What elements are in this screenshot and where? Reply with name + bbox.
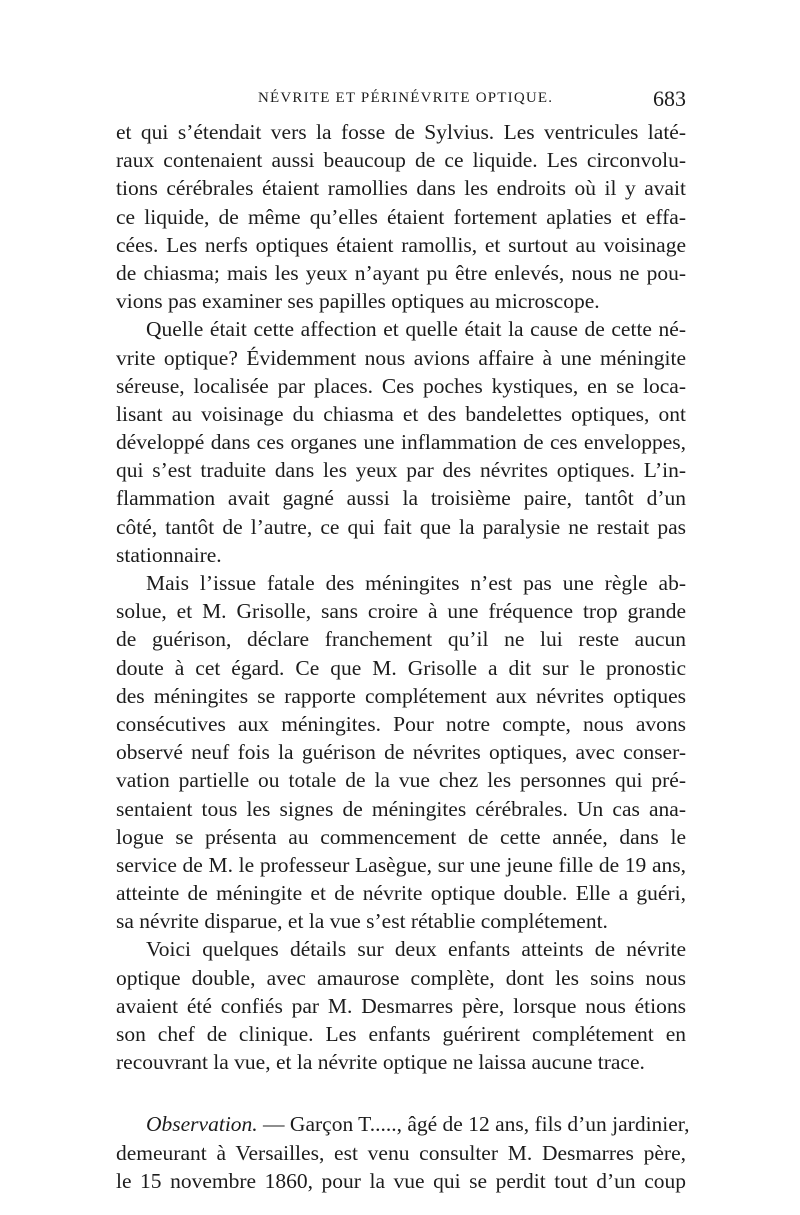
text-line: consécutives aux méningites. Pour notre compte, nous avons — [116, 711, 686, 736]
text-line: tions cérébrales étaient ramollies dans les endroits où il y avait — [116, 176, 686, 201]
text-line: service de M. le professeur Lasègue, sur une jeune fille de 19 ans, — [116, 852, 686, 877]
text-line: sentaient tous les signes de méningites cérébrales. Un cas ana- — [116, 796, 686, 821]
paragraph-4 — [116, 935, 686, 1076]
text-line: de chiasma; mais les yeux n’ayant pu être enlevés, nous ne pou- — [116, 260, 686, 285]
text-line: vions pas examiner ses papilles optiques au microscope. — [116, 289, 600, 314]
text-line: Voici quelques détails sur deux enfants atteints de névrite — [146, 937, 686, 962]
text-line: logue se présenta au commencement de cette année, dans le — [116, 824, 686, 849]
section-gap — [116, 1076, 686, 1110]
text-line — [116, 1110, 690, 1138]
text-line: lisant au voisinage du chiasma et des bandelettes optiques, ont — [116, 401, 686, 426]
text-line: doute à cet égard. Ce que M. Grisolle a dit sur le pronostic — [116, 655, 686, 680]
body-text — [116, 118, 690, 1195]
text-line: observé neuf fois la guérison de névrites optiques, avec conser- — [116, 740, 686, 765]
text-line: raux contenaient aussi beaucoup de ce liquide. Les circonvolu- — [116, 148, 686, 173]
text-line: ce liquide, de même qu’elles étaient fortement aplaties et effa- — [116, 204, 686, 229]
text-line: de guérison, déclare franchement qu’il ne lui reste aucun — [116, 627, 686, 652]
text-line: avaient été confiés par M. Desmarres père, lorsque nous étions — [116, 993, 686, 1018]
running-title: NÉVRITE ET PÉRINÉVRITE OPTIQUE. — [258, 90, 554, 106]
text-line: et qui s’étendait vers la fosse de Sylvius. Les ventricules laté- — [116, 120, 686, 144]
text-line: Quelle était cette affection et quelle était la cause de cette né- — [146, 317, 686, 342]
text-line: Mais l’issue fatale des méningites n’est pas une règle ab- — [146, 571, 686, 595]
text-line: cées. Les nerfs optiques étaient ramollis, et surtout au voisinage — [116, 232, 686, 257]
text-line: optique double, avec amaurose complète, dont les soins nous — [116, 965, 686, 990]
observation-label: Observation. — [146, 1112, 258, 1137]
text-line: demeurant à Versailles, est venu consulter M. Desmarres père, — [116, 1140, 686, 1165]
paragraph-3 — [116, 569, 686, 935]
text-line: le 15 novembre 1860, pour la vue qui se perdit tout d’un coup — [116, 1168, 686, 1193]
text-line: vation partielle ou totale de la vue chez les personnes qui pré- — [116, 768, 686, 793]
text-line: séreuse, localisée par places. Ces poches kystiques, en se loca- — [116, 373, 686, 398]
text-line: atteinte de méningite et de névrite optique double. Elle a guéri, — [116, 881, 686, 906]
text-line: solue, et M. Grisolle, sans croire à une fréquence trop grande — [116, 599, 686, 624]
text-line: qui s’est traduite dans les yeux par des névrites optiques. L’in- — [116, 458, 686, 483]
text-line: sa névrite disparue, et la vue s’est rétablie complétement. — [116, 909, 608, 934]
observation-paragraph — [116, 1110, 690, 1195]
text-line: des méningites se rapporte complétement aux névrites optiques — [116, 683, 686, 708]
text-line: stationnaire. — [116, 542, 222, 567]
text-line: développé dans ces organes une inflammation de ces enveloppes, — [116, 430, 686, 455]
text-line: son chef de clinique. Les enfants guérirent complétement en — [116, 1022, 686, 1046]
text-line: côté, tantôt de l’autre, ce qui fait que la paralysie ne restait pas — [116, 514, 686, 539]
paragraph-1 — [116, 118, 686, 315]
text-line: flammation avait gagné aussi la troisième paire, tantôt d’un — [116, 486, 686, 511]
paragraph-2 — [116, 315, 686, 569]
running-head — [116, 86, 686, 118]
observation-text: — Garçon T....., âgé de 12 ans, fils d’un jardinier, — [257, 1112, 690, 1137]
text-line: vrite optique? Évidemment nous avions affaire à une méningite — [116, 345, 686, 370]
page-number: 683 — [653, 86, 686, 111]
text-line: recouvrant la vue, et la névrite optique ne laissa aucune trace. — [116, 1050, 645, 1075]
